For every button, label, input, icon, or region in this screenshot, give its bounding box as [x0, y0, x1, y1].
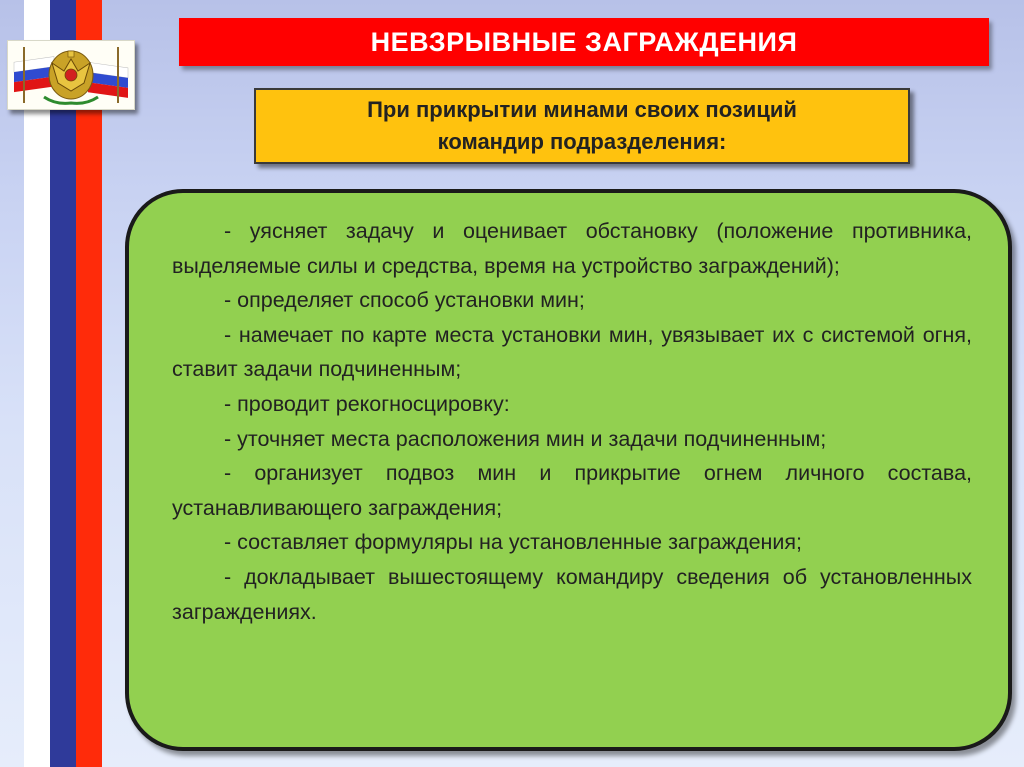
- page-title: НЕВЗРЫВНЫЕ ЗАГРАЖДЕНИЯ: [370, 26, 798, 57]
- flag-stripe-white: [24, 0, 50, 767]
- list-item: - намечает по карте места установки мин, увязывает их с системой огня, ставит задачи подчиненным;: [172, 322, 972, 382]
- list-item: - проводит рекогносцировку:: [224, 391, 510, 416]
- duties-list: [172, 214, 972, 629]
- list-item: - докладывает вышестоящему командиру сведения об установленных заграждениях.: [172, 564, 972, 624]
- subtitle-box: [254, 88, 910, 164]
- list-item: - составляет формуляры на установленные заграждения;: [224, 530, 803, 555]
- list-item: - уточняет места расположения мин и задачи подчиненным;: [224, 426, 827, 451]
- flag-stripe-blue: [50, 0, 76, 767]
- title-bar: [179, 18, 989, 66]
- content-box: [125, 189, 1012, 751]
- emblem-icon: [7, 40, 135, 110]
- list-item: - организует подвоз мин и прикрытие огнем личного состава, устанавливающего заграждения;: [172, 461, 972, 520]
- subtitle-text: При прикрытии минами своих позиций командир подразделения:: [367, 97, 797, 154]
- flag-stripe-red: [76, 0, 102, 767]
- list-item: - определяет способ установки мин;: [224, 288, 585, 313]
- list-item: - уясняет задачу и оценивает обстановку (положение противника, выделяемые силы и средства, время на устройство заграждений);: [172, 219, 972, 278]
